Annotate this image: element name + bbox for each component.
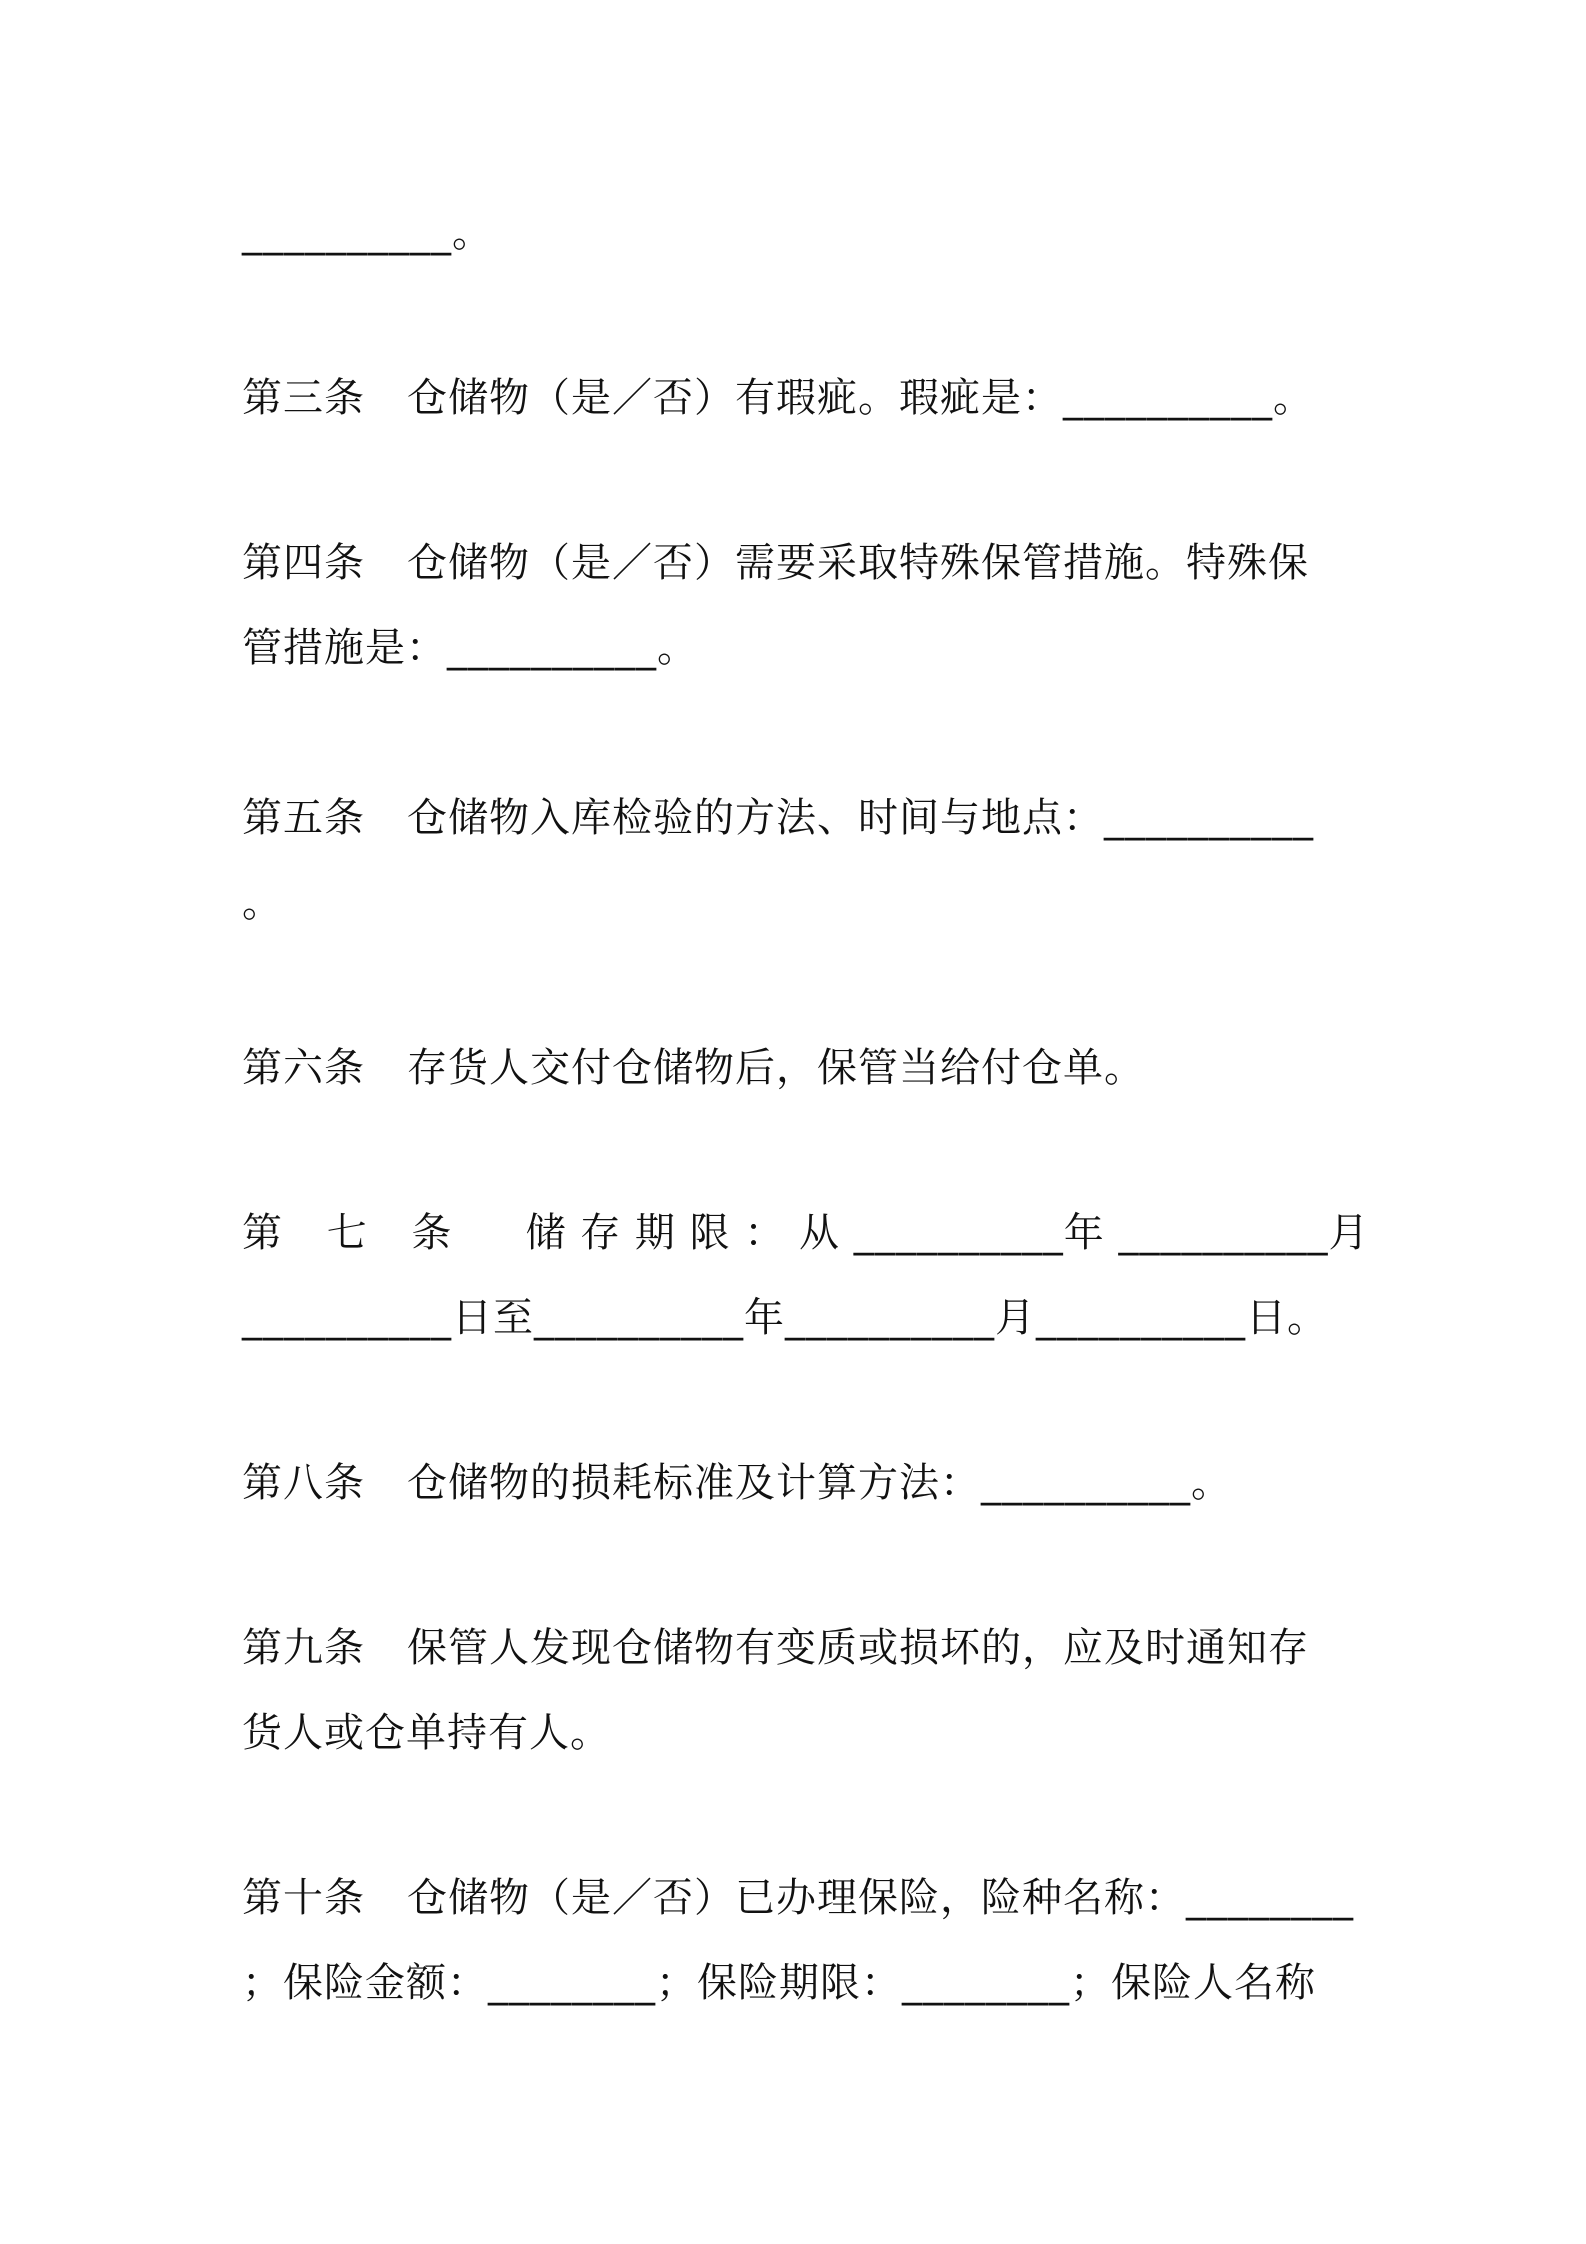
article-7-line-2 xyxy=(242,1290,1357,1346)
article-5-text-continued: 。 xyxy=(242,880,283,926)
article-7-text-continued: __________日至__________年__________月__________日。 xyxy=(242,1295,1328,1341)
article-6-number: 第六条 xyxy=(242,1045,365,1091)
article-4 xyxy=(242,535,1357,591)
article-7-number: 第 七 条 xyxy=(242,1210,468,1256)
article-8 xyxy=(242,1455,1357,1511)
article-9 xyxy=(242,1620,1357,1676)
article-10-text-continued: ；保险金额：________；保险期限：________；保险人名称 xyxy=(242,1960,1316,2006)
article-10-line-2 xyxy=(242,1955,1357,2011)
article-10-number: 第十条 xyxy=(242,1875,365,1921)
article-7-text: 储 存 期 限 ： 从 __________年 __________月 xyxy=(525,1210,1370,1256)
article-8-text: 仓储物的损耗标准及计算方法：__________。 xyxy=(407,1460,1232,1506)
article-10-text: 仓储物（是／否）已办理保险，险种名称：________ xyxy=(407,1875,1354,1921)
article-9-text-continued: 货人或仓单持有人。 xyxy=(242,1710,611,1756)
article-6 xyxy=(242,1040,1357,1096)
article-5-number: 第五条 xyxy=(242,795,365,841)
article-9-number: 第九条 xyxy=(242,1625,365,1671)
article-4-text-continued: 管措施是：__________。 xyxy=(242,625,698,671)
article-8-number: 第八条 xyxy=(242,1460,365,1506)
article-9-text: 保管人发现仓储物有变质或损坏的，应及时通知存 xyxy=(407,1625,1309,1671)
article-5-line-2 xyxy=(242,875,1357,931)
article-10 xyxy=(242,1870,1357,1926)
article-5-text: 仓储物入库检验的方法、时间与地点：__________ xyxy=(407,795,1314,841)
article-2-tail: __________。 xyxy=(242,210,493,256)
article-4-line-2 xyxy=(242,620,1357,676)
article-4-number: 第四条 xyxy=(242,540,365,586)
article-3-text: 仓储物（是／否）有瑕疵。瑕疵是：__________。 xyxy=(407,375,1314,421)
article-5 xyxy=(242,790,1357,846)
article-7 xyxy=(242,1205,1370,1261)
article-4-text: 仓储物（是／否）需要采取特殊保管措施。特殊保 xyxy=(407,540,1309,586)
article-9-line-2 xyxy=(242,1705,1357,1761)
article-6-text: 存货人交付仓储物后，保管当给付仓单。 xyxy=(407,1045,1145,1091)
article-3-number: 第三条 xyxy=(242,375,365,421)
article-2-continuation xyxy=(242,205,1357,261)
article-3 xyxy=(242,370,1357,426)
